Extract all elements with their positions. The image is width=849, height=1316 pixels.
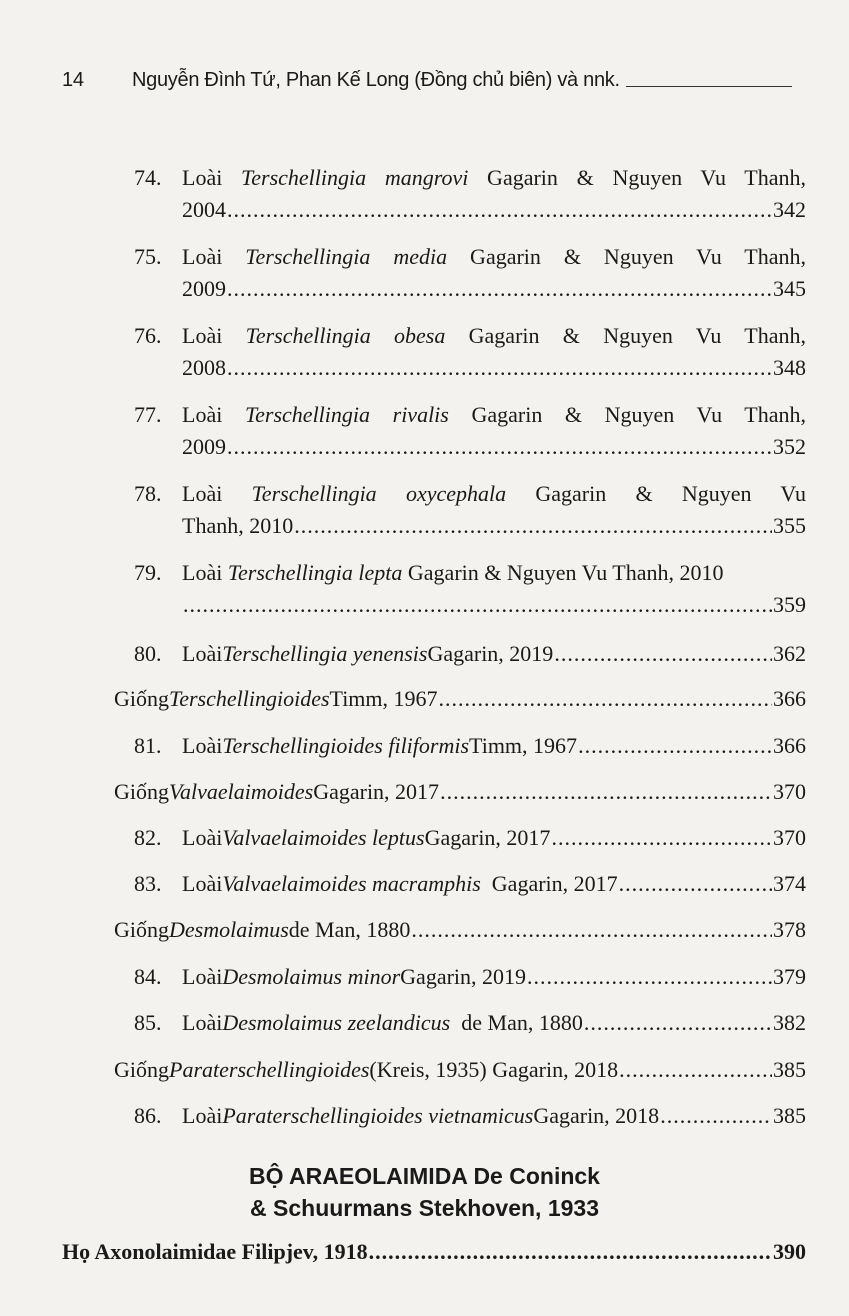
entry-number: 79.	[134, 560, 162, 585]
dot-leader	[227, 352, 772, 384]
toc-entry-83[interactable]: 83. Loài Valvaelaimoides macramphis Gagarin, 2017 ..... 374	[134, 868, 806, 900]
dot-leader	[551, 822, 772, 854]
page-ref: 382	[773, 1010, 806, 1035]
dot-leader	[183, 589, 772, 621]
running-head-authors: Nguyễn Đình Tứ, Phan Kế Long (Đồng chủ biên) và nnk.	[132, 69, 620, 91]
page-ref: 374	[773, 871, 806, 896]
page-header	[62, 62, 792, 92]
page-ref: 390	[773, 1239, 806, 1264]
dot-leader	[619, 1054, 772, 1086]
toc-genus-desmolaimus[interactable]: Giống Desmolaimus de Man, 1880 ..... 378	[114, 914, 806, 946]
dot-leader	[584, 1007, 772, 1039]
page-ref: 366	[773, 733, 806, 758]
toc-entry-81[interactable]: 81. Loài Terschellingioides filiformis Timm, 1967 ..... 366	[134, 730, 806, 762]
species-name: Terschellingia media	[245, 244, 448, 269]
toc-entry-82[interactable]: 82. Loài Valvaelaimoides leptus Gagarin, 2017 ..... 370	[134, 822, 806, 854]
genus-name: Paraterschellingioides	[169, 1057, 370, 1082]
genus-name: Terschellingioides	[169, 686, 330, 711]
entry-number: 82.	[134, 825, 162, 850]
dot-leader	[619, 868, 772, 900]
dot-leader	[440, 776, 772, 808]
entry-number: 78.	[134, 481, 162, 506]
species-name: Desmolaimus minor	[222, 964, 401, 989]
page-ref: 385	[773, 1103, 806, 1128]
section-heading	[0, 1160, 849, 1224]
toc-entry-76[interactable]: 76. Loài Terschellingia obesa Gagarin & Nguyen Vu Thanh, 2008 ..... 348	[134, 320, 806, 384]
toc-entry-74[interactable]: 74. Loài Terschellingia mangrovi Gagarin & Nguyen Vu Thanh, 2004 ..... 342	[134, 162, 806, 226]
toc-entry-86[interactable]: 86. Loài Paraterschellingioides vietnamicus Gagarin, 2018 ..... 385	[134, 1100, 806, 1132]
dot-leader	[439, 683, 772, 715]
species-name: Valvaelaimoides macramphis	[222, 871, 481, 896]
page-ref: 352	[773, 434, 806, 459]
toc-entry-77[interactable]: 77. Loài Terschellingia rivalis Gagarin & Nguyen Vu Thanh, 2009 ..... 352	[134, 399, 806, 463]
entry-number: 77.	[134, 402, 162, 427]
toc-entry-80[interactable]: 80. Loài Terschellingia yenensis Gagarin, 2019 ..... 362	[134, 638, 806, 670]
page-ref: 378	[773, 917, 806, 942]
page-ref: 362	[773, 641, 806, 666]
page-ref: 359	[773, 592, 806, 617]
species-name: Terschellingia mangrovi	[241, 165, 469, 190]
species-name: Desmolaimus zeelandicus	[222, 1010, 451, 1035]
dot-leader	[527, 961, 772, 993]
section-heading-line1: BỘ ARAEOLAIMIDA De Coninck	[249, 1163, 600, 1189]
entry-number: 84.	[134, 964, 162, 989]
page-ref: 370	[773, 779, 806, 804]
dot-leader	[227, 194, 772, 226]
dot-leader	[369, 1236, 772, 1268]
genus-name: Desmolaimus	[169, 917, 289, 942]
dot-leader	[227, 431, 772, 463]
species-name: Terschellingia obesa	[245, 323, 446, 348]
page-ref: 345	[773, 276, 806, 301]
section-heading-line2: & Schuurmans Stekhoven, 1933	[250, 1195, 599, 1221]
entry-number: 81.	[134, 733, 162, 758]
header-rule	[626, 86, 792, 87]
family-name: Họ Axonolaimidae Filipjev, 1918	[62, 1239, 368, 1264]
species-name: Terschellingia yenensis	[222, 641, 428, 666]
entry-number: 75.	[134, 244, 162, 269]
dot-leader	[294, 510, 772, 542]
entry-number: 83.	[134, 871, 162, 896]
dot-leader	[554, 638, 772, 670]
entry-number: 80.	[134, 641, 162, 666]
toc-genus-paraterschellingioides[interactable]: Giống Paraterschellingioides (Kreis, 1935) Gagarin, 2018 ..... 385	[114, 1054, 806, 1086]
species-name: Valvaelaimoides leptus	[222, 825, 425, 850]
entry-number: 86.	[134, 1103, 162, 1128]
toc-entry-75[interactable]: 75. Loài Terschellingia media Gagarin & Nguyen Vu Thanh, 2009 ..... 345	[134, 241, 806, 305]
entry-number: 76.	[134, 323, 162, 348]
page-ref: 348	[773, 355, 806, 380]
dot-leader	[227, 273, 772, 305]
page-ref: 366	[773, 686, 806, 711]
page-number: 14	[62, 69, 84, 91]
species-name: Terschellingia oxycephala	[251, 481, 507, 506]
toc-entry-78[interactable]: 78. Loài Terschellingia oxycephala Gagarin & Nguyen Vu Thanh, 2010 ..... 355	[134, 478, 806, 542]
dot-leader	[411, 914, 772, 946]
entry-number: 74.	[134, 165, 162, 190]
entry-number: 85.	[134, 1010, 162, 1035]
page-ref: 342	[773, 197, 806, 222]
dot-leader	[578, 730, 772, 762]
species-name: Terschellingia lepta	[227, 560, 403, 585]
toc-genus-valvaelaimoides[interactable]: Giống Valvaelaimoides Gagarin, 2017 ..... 370	[114, 776, 806, 808]
toc-entry-79[interactable]: 79. Loài Terschellingia lepta Gagarin & Nguyen Vu Thanh, 2010 ..... 359	[134, 557, 806, 621]
species-name: Terschellingioides filiformis	[222, 733, 470, 758]
dot-leader	[660, 1100, 772, 1132]
page-ref: 385	[773, 1057, 806, 1082]
page-ref: 370	[773, 825, 806, 850]
species-name: Terschellingia rivalis	[244, 402, 449, 427]
toc-family-axonolaimidae[interactable]	[62, 1236, 806, 1268]
species-name: Paraterschellingioides vietnamicus	[222, 1103, 534, 1128]
page-ref: 379	[773, 964, 806, 989]
toc-entry-85[interactable]: 85. Loài Desmolaimus zeelandicus de Man, 1880 ..... 382	[134, 1007, 806, 1039]
genus-name: Valvaelaimoides	[169, 779, 314, 804]
toc-genus-terschellingioides[interactable]: Giống Terschellingioides Timm, 1967 ..... 366	[114, 683, 806, 715]
page-ref: 355	[773, 513, 806, 538]
toc-entry-84[interactable]: 84. Loài Desmolaimus minor Gagarin, 2019 ..... 379	[134, 961, 806, 993]
